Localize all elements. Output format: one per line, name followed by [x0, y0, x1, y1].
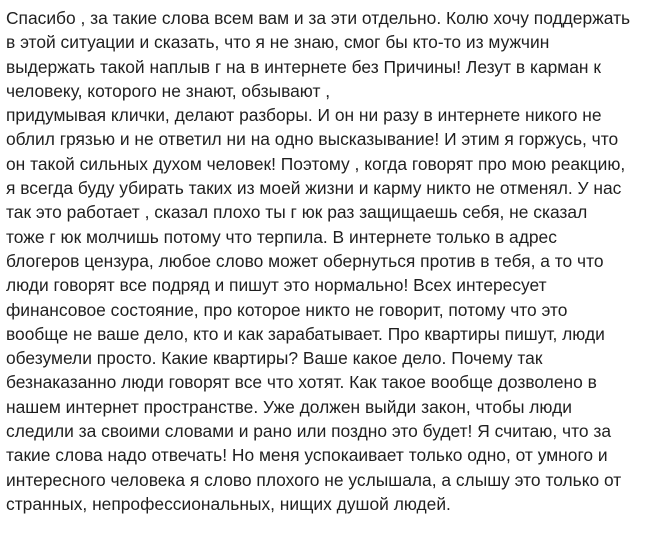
text-line: он такой сильных духом человек! Поэтому , когда говорят про мою реакцию,	[6, 153, 626, 174]
text-line: нашем интернет пространстве. Уже должен выйди закон, чтобы люди	[6, 396, 572, 417]
text-line: выдержать такой наплыв г на в интернете без Причины! Лезут в карман к	[6, 56, 601, 77]
text-line: в этой ситуации и сказать, что я не знаю, смог бы кто-то из мужчин	[6, 32, 550, 53]
text-line: я всегда буду убирать таких из моей жизни и карму никто не отменял. У нас	[6, 178, 622, 199]
text-line: обезумели просто. Какие квартиры? Ваше какое дело. Почему так	[6, 348, 543, 369]
text-line: следили за своими словами и рано или поздно это будет! Я считаю, что за	[6, 421, 611, 442]
text-line: придумывая клички, делают разборы. И он ни разу в интернете никого не	[6, 105, 602, 126]
text-line: такие слова надо отвечать! Но меня успокаивает только одно, от умного и	[6, 445, 608, 466]
text-line: человеку, которого не знают, обзывают ,	[6, 80, 331, 101]
text-line: безнаказанно люди говорят все что хотят. Как такое вообще дозволено в	[6, 372, 597, 393]
text-line: интересного человека я слово плохого не услышала, а слышу это только от	[6, 469, 622, 490]
text-line: облил грязью и не ответил ни на одно высказывание! И этим я горжусь, что	[6, 129, 619, 150]
text-line: вообще не ваше дело, кто и как зарабатывает. Про квартиры пишут, люди	[6, 323, 605, 344]
text-line: блогеров цензура, любое слово может обернуться против в тебя, а то что	[6, 250, 604, 271]
text-line: так это работает , сказал плохо ты г юк раз защищаешь себя, не сказал	[6, 202, 588, 223]
text-line: тоже г юк молчишь потому что терпила. В интернете только в адрес	[6, 226, 557, 247]
text-line: Спасибо , за такие слова всем вам и за эти отдельно. Колю хочу поддержать	[6, 8, 631, 28]
text-line: странных, непрофессиональных, нищих душой людей.	[6, 493, 451, 514]
text-line: люди говорят все подряд и пишут это нормально! Всех интересует	[6, 275, 547, 296]
post-text	[6, 6, 651, 516]
text-line: финансовое состояние, про которое никто не говорит, потому что это	[6, 299, 568, 320]
